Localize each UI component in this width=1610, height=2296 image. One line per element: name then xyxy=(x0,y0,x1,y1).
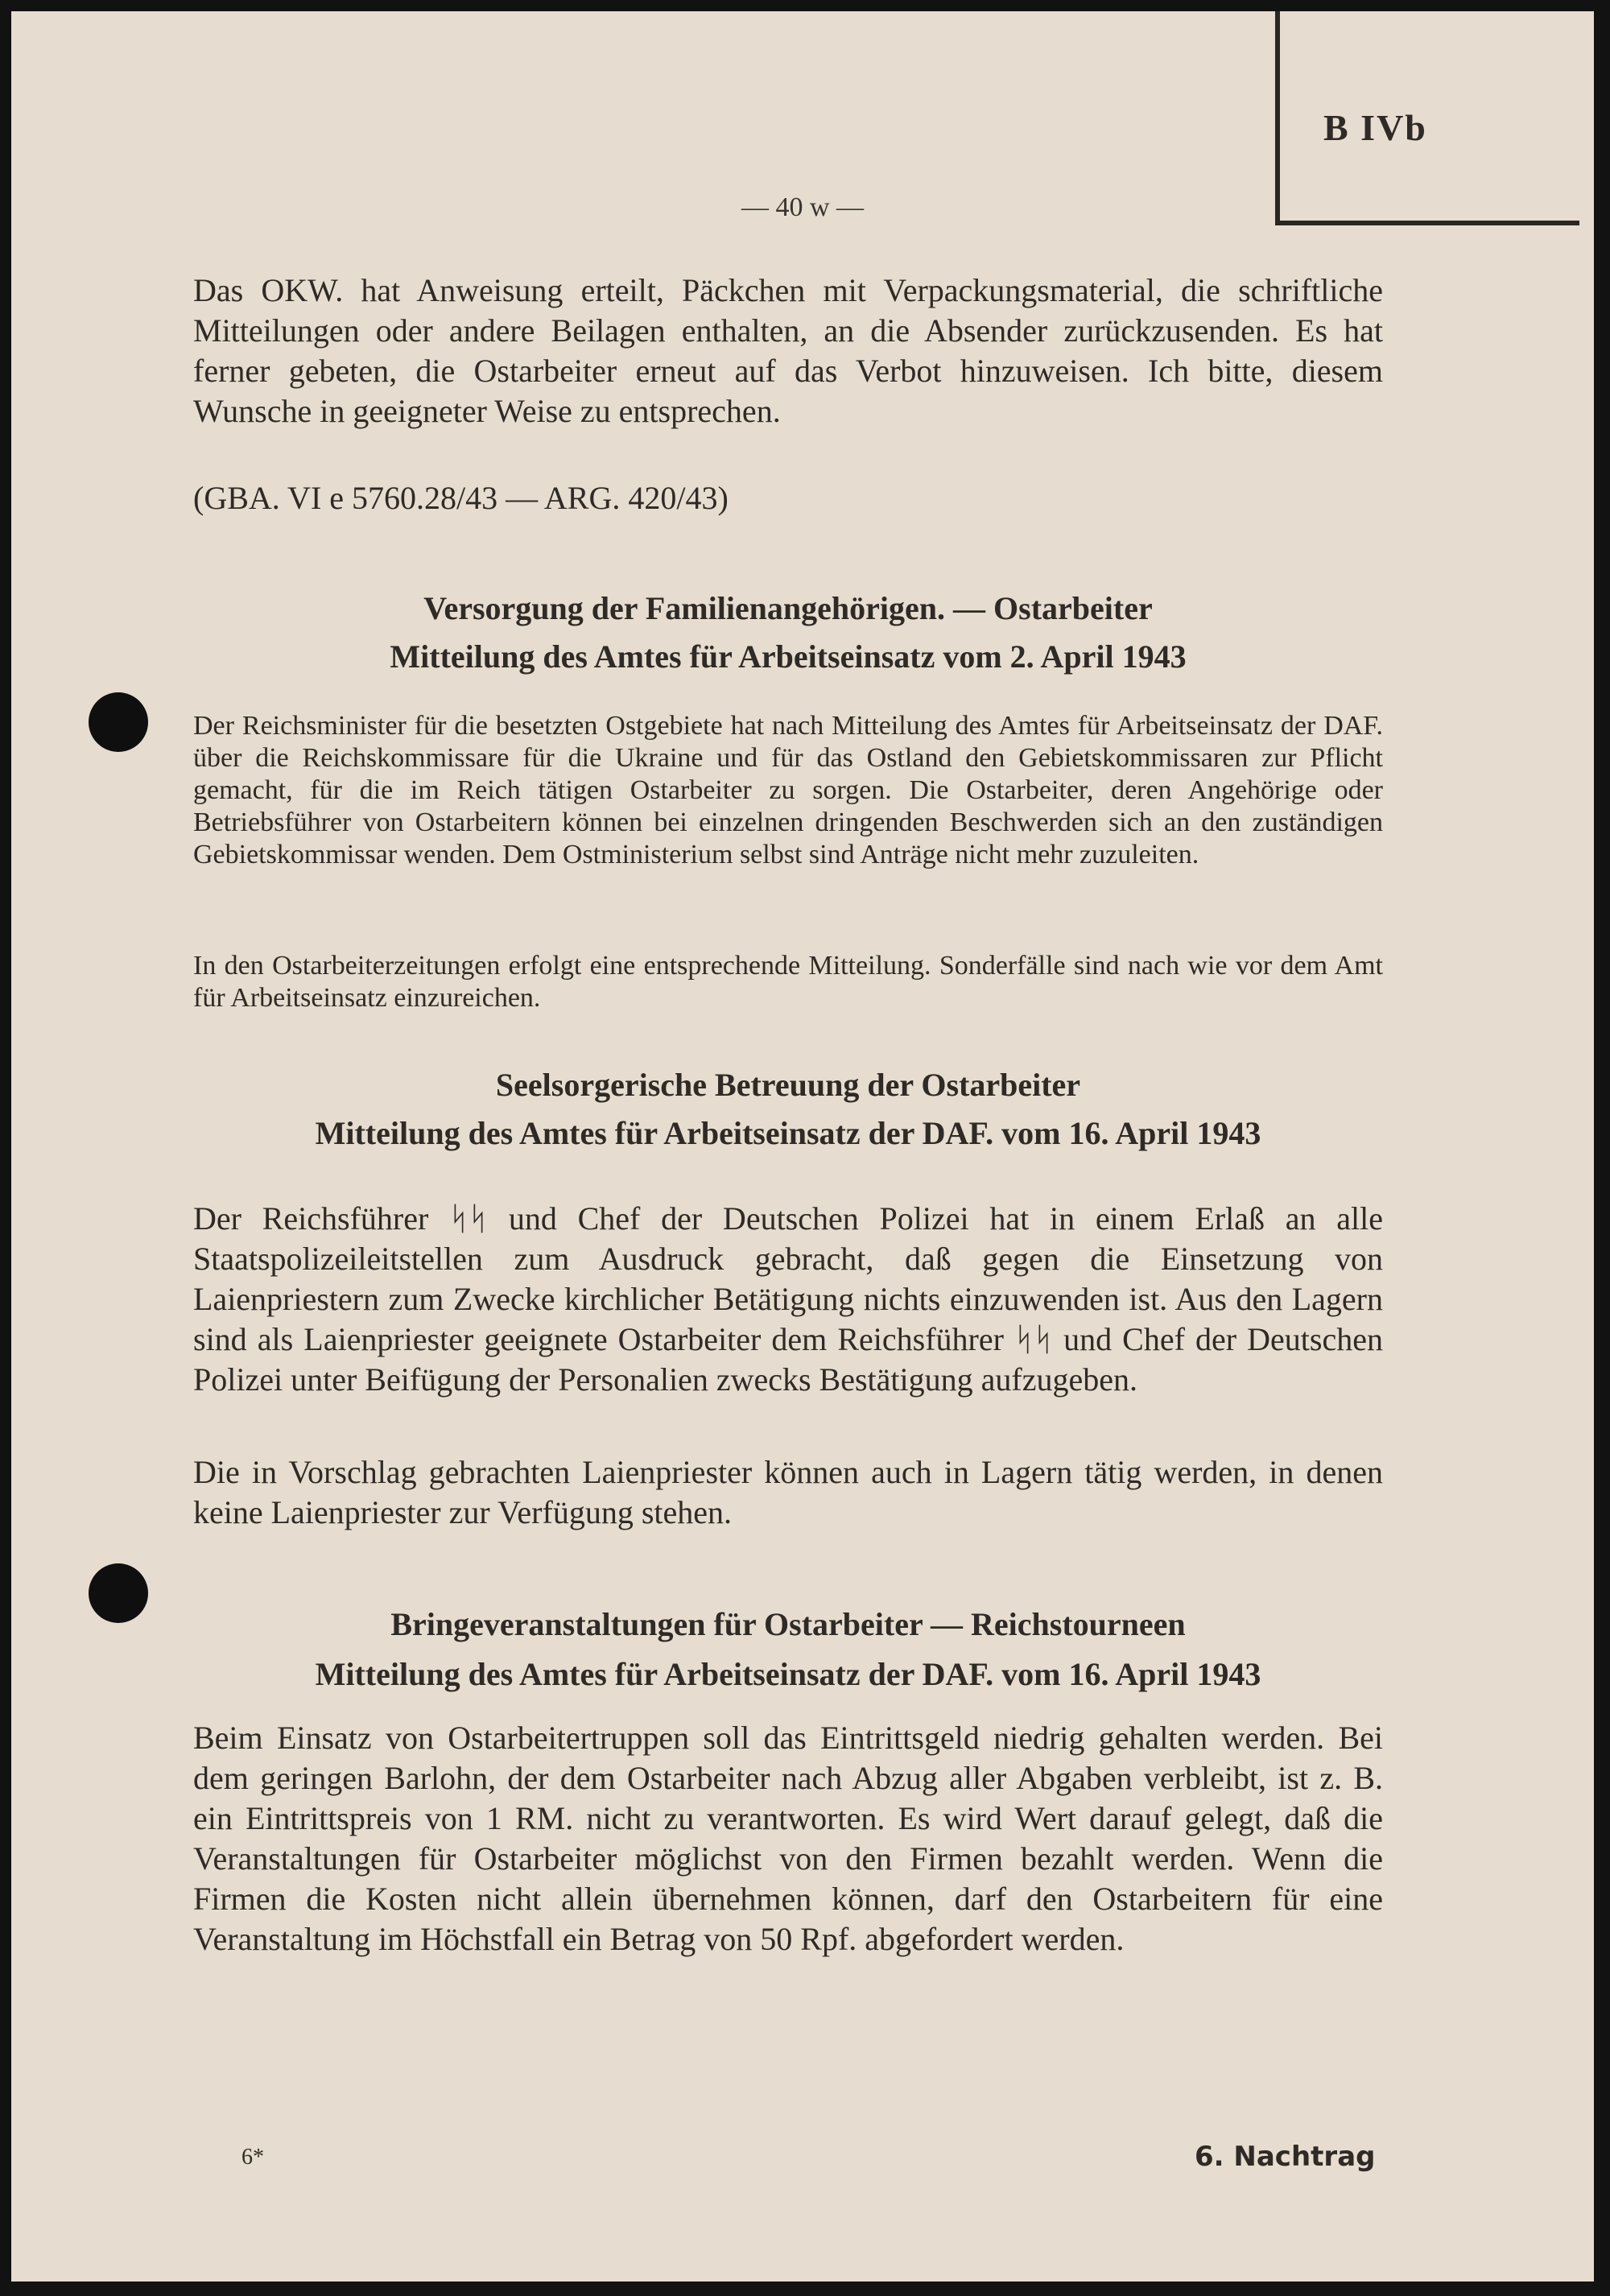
section-3-subtitle: Mitteilung des Amtes für Arbeitseinsatz der DAF. vom 16. April 1943 xyxy=(315,1656,1261,1692)
section-3-title: Bringeveranstaltungen für Ostarbeiter — Reichstourneen xyxy=(390,1606,1186,1642)
section-1-subtitle: Mitteilung des Amtes für Arbeitseinsatz vom 2. April 1943 xyxy=(390,638,1187,675)
page-number xyxy=(11,192,1594,223)
punch-hole-icon xyxy=(89,692,148,752)
intro-paragraph: Das OKW. hat Anweisung erteilt, Päckchen mit Verpackungsmaterial, die schriftliche Mitteilungen oder andere Beilagen enthalten, an die Absender zurückzusenden. Es hat ferner gebeten, die Ostarbeiter erneut auf das Verbot hinzuweisen. Ich bitte, diesem Wunsche in geeigneter Weise zu entsprechen. xyxy=(193,272,1383,429)
document-page xyxy=(11,11,1594,2282)
section-2-paragraph-2: Die in Vorschlag gebrachten Laienpriester können auch in Lagern tätig werden, in denen keine Laienpriester zur Verfügung stehen. xyxy=(193,1454,1383,1530)
section-2-title: Seelsorgerische Betreuung der Ostarbeiter xyxy=(495,1067,1081,1103)
page-number-text: — 40 w — xyxy=(741,192,865,222)
section-tag: B IVb xyxy=(1323,107,1427,148)
section-1-paragraph-1: Der Reichsminister für die besetzten Ostgebiete hat nach Mitteilung des Amtes für Arbeitseinsatz der DAF. über die Reichskommissare für die Ukraine und für das Ostland den Gebietskommissaren zur Pflicht gemacht, für die im Reich tätigen Ostarbeiter zu sorgen. Die Ostarbeiter, deren Angehörige oder Betriebsführer von Ostarbeitern können bei einzelnen dringenden Beschwerden sich an den zuständigen Gebietskommissar wenden. Dem Ostministerium selbst sind Anträge nicht mehr zuzuleiten. xyxy=(193,711,1383,869)
section-2-subtitle: Mitteilung des Amtes für Arbeitseinsatz der DAF. vom 16. April 1943 xyxy=(315,1115,1261,1151)
section-1-paragraph-2: In den Ostarbeiterzeitungen erfolgt eine entsprechende Mitteilung. Sonderfälle sind nach wie vor dem Amt für Arbeitseinsatz einzureichen. xyxy=(193,951,1383,1013)
supplement-label: 6. Nachtrag xyxy=(1195,2141,1376,2173)
section-3-paragraph-1: Beim Einsatz von Ostarbeitertruppen soll das Eintrittsgeld niedrig gehalten werden. Bei dem geringen Barlohn, der dem Ostarbeiter nach Abzug aller Abgaben verbleibt, ist z. B. ein Eintrittspreis von 1 RM. nicht zu verantworten. Es wird Wert darauf gelegt, daß die Veranstaltungen für Ostarbeiter möglichst von den Firmen bezahlt werden. Wenn die Firmen die Kosten nicht allein übernehmen können, darf den Ostarbeitern für eine Veranstaltung im Höchstfall ein Betrag von 50 Rpf. abgefordert werden. xyxy=(193,1720,1383,1957)
intro-reference: (GBA. VI e 5760.28/43 — ARG. 420/43) xyxy=(193,480,729,516)
section-2-paragraph-1: Der Reichsführer ᛋᛋ und Chef der Deutschen Polizei hat in einem Erlaß an alle Staatspolizeileitstellen zum Ausdruck gebracht, daß gegen die Einsetzung von Laienpriestern zum Zwecke kirchlicher Betätigung nichts einzuwenden ist. Aus den Lagern sind als Laienpriester geeignete Ostarbeiter dem Reichsführer ᛋᛋ und Chef der Deutschen Polizei unter Beifügung der Personalien zwecks Bestätigung aufzugeben. xyxy=(193,1200,1383,1398)
punch-hole-icon xyxy=(89,1563,148,1623)
signature-mark: 6* xyxy=(242,2145,264,2170)
section-1-title: Versorgung der Familienangehörigen. — Ostarbeiter xyxy=(423,590,1153,626)
